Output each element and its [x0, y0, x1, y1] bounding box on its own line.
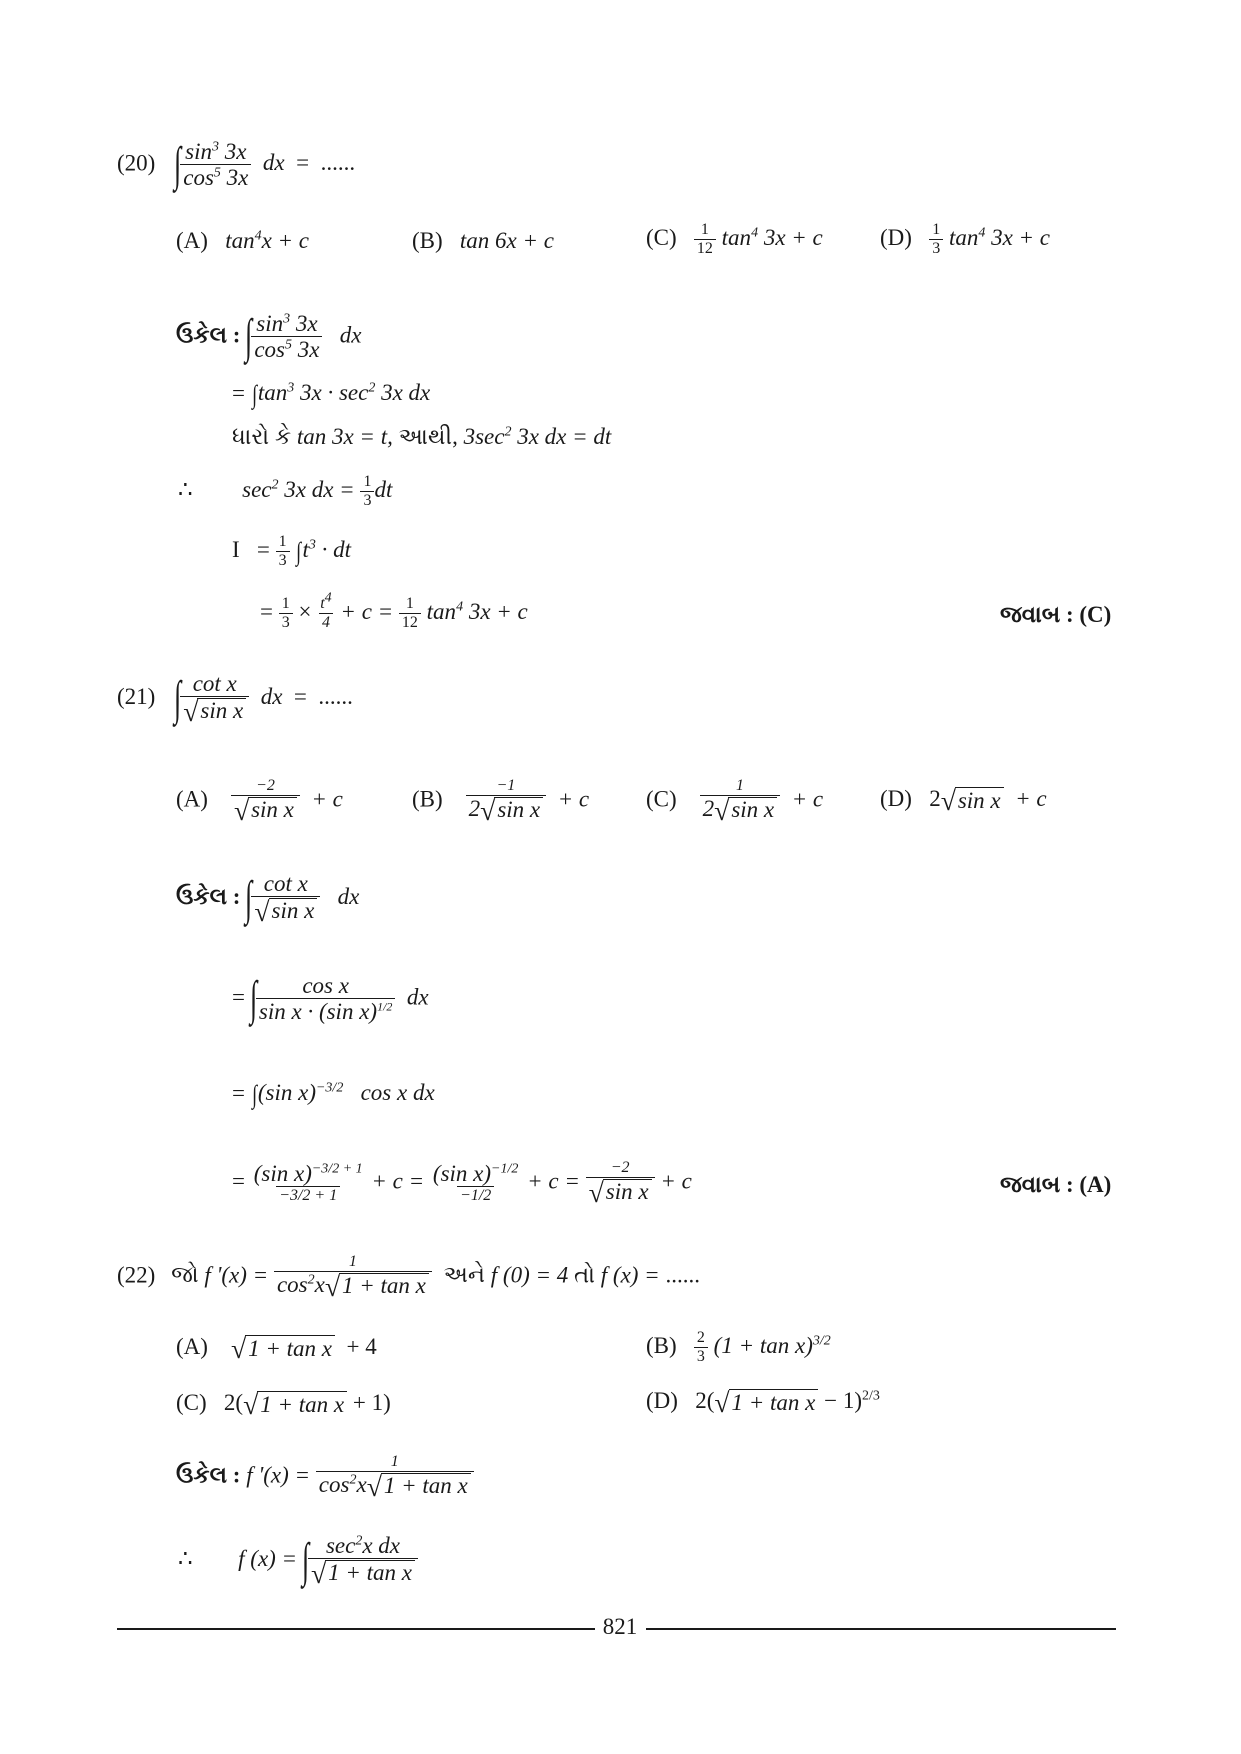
q22-option-b: (B) $\frac{2}{3}$ $(1 + \tan x)^{3/2}$ — [646, 1329, 831, 1365]
q21-solution-line1: ઉકેલ : ∫ cot x √ sin x dx — [176, 871, 360, 928]
q22-solution-line1: ઉકેલ : f '(x) = 1 $\cos^2x$ √ 1 + tan x — [176, 1454, 474, 1500]
footer-rule-right — [646, 1628, 1116, 1630]
question-number: (20) — [117, 150, 156, 176]
q20-option-b: (B) tan 6x + c — [412, 228, 554, 253]
q20-solution-line6: = $\frac{1}{3}$ × $\frac{t^4}{4}$ + c = $\frac{1}{12}$ $\tan^4 3x + c$ — [260, 590, 528, 631]
q21-option-b: (B) −1 2 √ sin x + c — [412, 777, 590, 826]
question-21-expression: ∫ cot x √ sin x dx = ...... — [174, 671, 353, 728]
q20-option-d: (D) $\frac{1}{3}$ $\tan^4 3x + c$ — [880, 221, 1051, 257]
page-number: 821 — [602, 1614, 638, 1639]
q21-option-d: (D) 2 √ sin x + c — [880, 784, 1047, 816]
q20-solution-line4: ∴ $\sec^2 3x$ dx = $\frac{1}{3}$ dt — [178, 473, 393, 509]
q20-solution-line3: ધારો કે tan 3x = t, આથી, $3\sec^2$ 3x dx = dt — [232, 424, 612, 449]
footer-rule-left — [117, 1628, 595, 1630]
q22-option-a: (A) √ 1 + tan x + 4 — [176, 1332, 377, 1364]
q21-solution-line4: = $\frac{(\sin x)^{-3/2 + 1}}{-3/2 + 1}$ + c = $\frac{(\sin x)^{-1/2}}{-1/2}$ + c = −2 √ sin x + c — [232, 1159, 692, 1208]
question-20-expression: ∫ $\frac{\sin^3 3x}{\cos^5 3x}$ dx = ...... — [174, 138, 356, 192]
q21-option-c: (C) 1 2 √ sin x + c — [646, 777, 824, 826]
q20-option-c: (C) $\frac{1}{12}$ $\tan^4 3x + c$ — [646, 221, 823, 257]
answer-label: જવાબ : — [1000, 602, 1074, 627]
q21-solution-line2: = ∫ $\frac{\text{cos x}}{\sin x \cdot (\sin x)^{1/2}}$ dx — [232, 972, 429, 1026]
question-20 — [117, 140, 355, 190]
q22-option-c: (C) 2( √ 1 + tan x + 1) — [176, 1388, 391, 1420]
q21-solution-line3: = ∫(sin x)$^{-3/2}$ cos x dx — [232, 1080, 435, 1109]
q21-answer: જવાબ : (A) — [1000, 1172, 1112, 1197]
solution-label: ઉકેલ : — [176, 322, 241, 348]
q20-solution-line1: ઉકેલ : ∫ $\frac{\sin^3 3x}{\cos^5 3x}$ dx — [176, 310, 362, 364]
q20-solution-line2: = $\int\tan^3$ $3x \cdot \sec^2 3x$ dx — [232, 380, 431, 409]
q20-option-a: (A) $\tan^4x + c$ — [176, 228, 310, 253]
q21-option-a: (A) −2 √ sin x + c — [176, 777, 343, 826]
q20-answer: જવાબ : (C) — [1000, 602, 1112, 627]
question-number: (21) — [117, 684, 156, 710]
q22-solution-line2: ∴ f (x) = ∫ $\sec^2x$ dx √ 1 + tan x — [178, 1534, 418, 1588]
q20-solution-line5: I = $\frac{1}{3}$ $\int t^3$ · dt — [232, 533, 352, 569]
q22-option-d: (D) 2( √ 1 + tan x − 1)$^{2/3}$ — [646, 1386, 880, 1418]
question-21 — [117, 672, 353, 726]
question-22: (22) જો f '(x) = 1 $\cos^2x$ √ 1 + tan x અને f (0) = 4 તો f (x) = ...... — [117, 1253, 700, 1302]
